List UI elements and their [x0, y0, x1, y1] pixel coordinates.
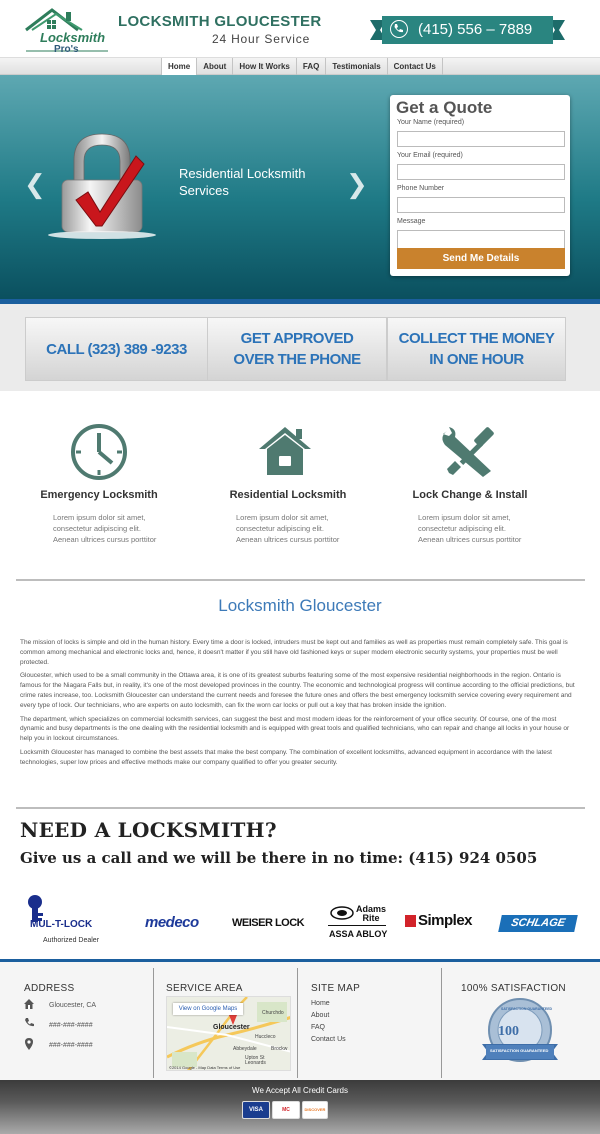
- about-paragraph: Locksmith Gloucester has managed to combine the best assets that make the best company. The combination of excellent locksmiths, advanced equipment in accordance with the latest technologies, super low prices and effective methods make our company qualified to offer you greater security.: [20, 748, 552, 766]
- logo-text-pros: Pro's: [54, 44, 79, 55]
- payment-bar: [0, 1080, 600, 1134]
- send-details-button[interactable]: Send Me Details: [397, 248, 565, 269]
- nav-item-contact-us[interactable]: Contact Us: [388, 58, 443, 75]
- map-label: Gloucester: [213, 1024, 250, 1031]
- sitemap-link-contact-us[interactable]: Contact Us: [311, 1036, 346, 1043]
- weiser-lock-logo: WEISER LOCK: [232, 917, 305, 929]
- map-place: Upton St Leonards: [245, 1055, 266, 1066]
- sitemap-link-about[interactable]: About: [311, 1012, 330, 1019]
- service-desc: Lorem ipsum dolor sit amet, consectetur adipiscing elit. Aenean ultrices cursus porttitor: [53, 513, 157, 544]
- slider-next-arrow[interactable]: ❯: [346, 170, 368, 200]
- email-field-label: Your Email (required): [397, 152, 463, 159]
- step-approved-line2: OVER THE PHONE: [233, 351, 361, 368]
- nav-item-testimonials[interactable]: Testimonials: [326, 58, 387, 75]
- address-city: Gloucester, CA: [49, 1002, 97, 1009]
- badge-number: 100: [498, 1024, 519, 1039]
- step-collect-line1: COLLECT THE MONEY: [398, 330, 555, 347]
- hero-slider: [0, 75, 600, 301]
- steps-band: [0, 304, 600, 391]
- service-area-heading: SERVICE AREA: [166, 983, 243, 994]
- site-title: LOCKSMITH GLOUCESTER: [118, 13, 322, 30]
- site-header: [0, 0, 600, 57]
- step-collect-money: [387, 317, 566, 381]
- badge-top-text: SATISFACTION GUARANTEED: [501, 1007, 553, 1011]
- logo-text-locksmith: Locksmith: [40, 30, 106, 45]
- step-approved-line1: GET APPROVED: [240, 330, 354, 347]
- quote-form: [390, 95, 570, 276]
- mul-t-lock-logo: MUL-T-LOCK: [30, 919, 93, 930]
- adams-rite-emblem-icon: [330, 906, 354, 920]
- service-desc: Lorem ipsum dolor sit amet, consectetur adipiscing elit. Aenean ultrices cursus porttitor: [418, 513, 522, 544]
- site-map-heading: SITE MAP: [311, 983, 361, 994]
- map-place: Churchdo: [262, 1010, 284, 1016]
- service-desc: Lorem ipsum dolor sit amet, consectetur adipiscing elit. Aenean ultrices cursus porttitor: [236, 513, 340, 544]
- name-field[interactable]: [397, 131, 565, 147]
- about-paragraph: The mission of locks is simple and old in the human history. Every time a door is locked, intruders must be kept out and families as well as properties must remain completely safe. This goal is common among mechanical and electronic locks and, hence, it doesn't matter if you still have old fashioned keys or super modern electronic security systems, your properties must be well protected.: [20, 639, 568, 666]
- about-title: Locksmith Gloucester: [218, 596, 382, 615]
- step-call[interactable]: [25, 317, 208, 381]
- slider-prev-arrow[interactable]: ❮: [24, 170, 46, 200]
- service-title: Lock Change & Install: [412, 489, 528, 501]
- map-place: Brockw: [271, 1046, 288, 1052]
- address-phone: ###-###-####: [49, 1022, 93, 1029]
- payment-label: We Accept All Credit Cards: [252, 1086, 348, 1095]
- phone-icon: [390, 20, 408, 38]
- footer-separator: [153, 968, 154, 1078]
- address-heading: ADDRESS: [24, 983, 75, 994]
- authorized-dealer-text: Authorized Dealer: [43, 937, 100, 944]
- email-field[interactable]: [397, 164, 565, 180]
- service-title: Emergency Locksmith: [40, 489, 158, 501]
- service-title: Residential Locksmith: [229, 489, 347, 501]
- padlock-checkmark-icon: [48, 130, 156, 240]
- main-nav: [0, 57, 600, 75]
- phone-field-label: Phone Number: [397, 185, 445, 192]
- footer-separator: [297, 968, 298, 1078]
- cta-title: NEED A LOCKSMITH?: [20, 818, 277, 842]
- step-call-text: CALL (323) 389 -9233: [46, 340, 187, 358]
- nav-item-home[interactable]: Home: [161, 58, 197, 75]
- step-collect-line2: IN ONE HOUR: [429, 351, 524, 368]
- nav-item-about[interactable]: About: [197, 58, 233, 75]
- map-place: Abbeydale: [233, 1046, 257, 1052]
- medeco-logo: medeco: [145, 914, 199, 931]
- message-field-label: Message: [397, 218, 426, 225]
- message-field[interactable]: [397, 230, 565, 250]
- discover-card-icon: DISCOVER: [302, 1101, 328, 1119]
- phone-icon: [23, 1017, 35, 1029]
- simplex-mark-icon: [405, 915, 416, 927]
- badge-ribbon-text: SATISFACTION GUARANTEED: [490, 1048, 549, 1053]
- about-paragraph: The department, which specializes on commercial locksmith services, can suggest the best and most modern ideas for the reinforcement of your office security. Of course, one of the most dynamic and busy departments is the one dealing with the residential locksmith and is equipped with great tools and qualified technicians, who can repair and change all locks in your house or help you in lockout circumstances.: [20, 715, 570, 743]
- site-subtitle: 24 Hour Service: [212, 32, 311, 46]
- visa-card-icon: VISA: [242, 1101, 270, 1119]
- address-location: ###-###-####: [49, 1042, 93, 1049]
- name-field-label: Your Name (required): [397, 119, 465, 126]
- brand-rule: [328, 925, 386, 926]
- footer-separator: [441, 968, 442, 1078]
- clock-icon: [24, 423, 174, 481]
- assa-abloy-logo: ASSA ABLOY: [329, 929, 388, 939]
- map-copyright: ©2014 Google - Map Data Terms of Use: [169, 1065, 241, 1070]
- adams-rite-logo: Adams Rite: [355, 904, 386, 923]
- house-icon: [213, 423, 363, 481]
- quote-form-title: Get a Quote: [396, 98, 493, 117]
- map-pin-icon: [23, 1037, 35, 1051]
- schlage-logo: SCHLAGE: [498, 915, 578, 932]
- view-on-google-maps-button[interactable]: View on Google Maps: [173, 1003, 243, 1015]
- divider-top: [16, 579, 585, 581]
- nav-item-how-it-works[interactable]: How It Works: [233, 58, 297, 75]
- header-phone-number[interactable]: (415) 556 – 7889: [418, 21, 533, 38]
- sitemap-link-faq[interactable]: FAQ: [311, 1024, 326, 1031]
- nav-item-faq[interactable]: FAQ: [297, 58, 326, 75]
- sitemap-link-home[interactable]: Home: [311, 1000, 330, 1007]
- cta-subtitle: Give us a call and we will be there in no time: (415) 924 0505: [20, 849, 538, 867]
- wrench-screwdriver-icon: [395, 423, 545, 481]
- satisfaction-heading: 100% SATISFACTION: [461, 983, 566, 994]
- footer-site-map: [311, 968, 360, 1078]
- about-paragraph: Gloucester, which used to be a small community in the Ottawa area, it is one of its greatest suburbs featuring some of the most expensive residential neighborhoods in the region. Ontario is famous for the Niagara Falls but, in reality, it's one of the most developed provinces in the country. The economic and technological progress will continue according to the official predictions, but crime rates increase, too. Locksmith Gloucester can understand the current needs and foresee the future ones and offers the best emergency locksmith service covering every requirement and every type of lock. Our technicians, who are experts on auto locksmith, can fix the worn car locks or pull out a key that has broken inside the ignition.: [20, 672, 575, 709]
- service-area-map[interactable]: [166, 996, 291, 1071]
- home-icon: [23, 998, 35, 1010]
- map-place: Huccleco: [255, 1034, 276, 1040]
- mastercard-icon: MC: [272, 1101, 300, 1119]
- logo[interactable]: [22, 6, 112, 54]
- simplex-logo: Simplex: [418, 912, 473, 929]
- footer: [0, 962, 600, 1080]
- divider-bottom: [16, 807, 585, 809]
- about-text: [20, 638, 581, 772]
- phone-field[interactable]: [397, 197, 565, 213]
- step-get-approved: [207, 317, 387, 381]
- slide-caption: Residential Locksmith Services: [179, 166, 306, 198]
